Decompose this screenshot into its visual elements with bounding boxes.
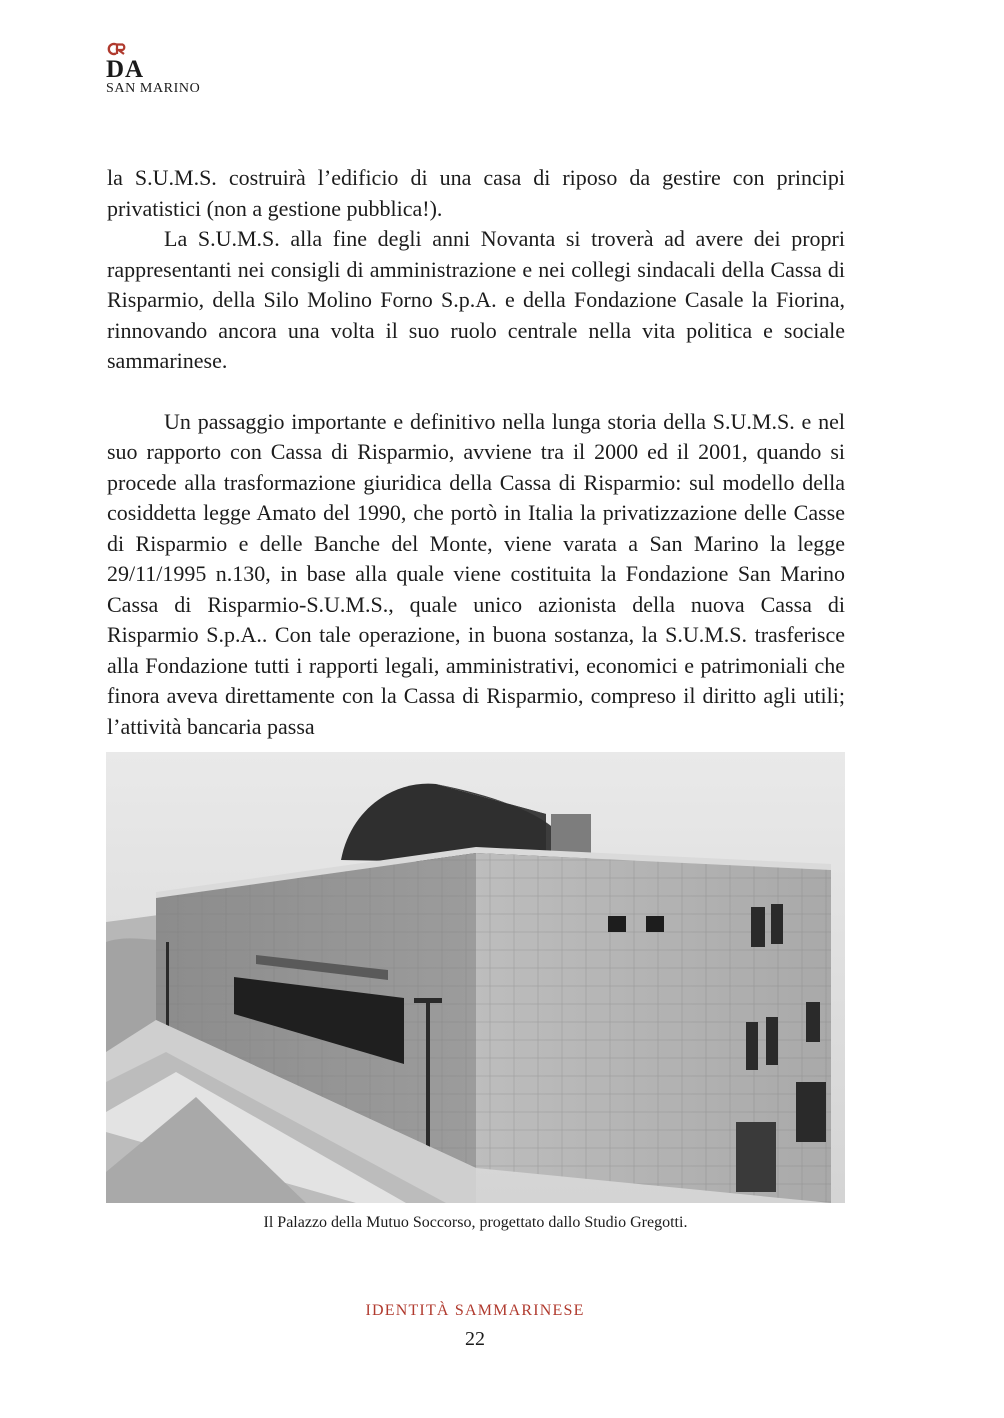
brand-title: DA xyxy=(106,56,145,83)
paragraph: Un passaggio importante e definitivo nella lunga storia della S.U.M.S. e nel suo rapporto con Cassa di Risparmio, avviene tra il 2000 ed il 2001, quando si procede alla trasformazione giuridica della Cassa di Risparmio: sul modello della cosiddetta legge Amato del 1990, che portò in Italia la privatizzazione delle Casse di Risparmio e delle Banche del Monte, viene varata a San Marino la legge 29/11/1995 n.130, in base alla quale viene costituita la Fondazione San Marino Cassa di Risparmio-S.U.M.S., quale unico azionista della nuova Cassa di Risparmio S.p.A.. Con tale operazione, in buona sostanza, la S.U.M.S. trasferisce alla Fondazione tutti i rapporti legali, amministrativi, economici e patrimoniali che finora aveva direttamente con la Cassa di Risparmio, compreso il diritto agli utili; l’attività bancaria passa xyxy=(107,408,845,739)
footer-series-title: IDENTITÀ SAMMARINESE xyxy=(365,1302,585,1319)
cr-monogram-icon xyxy=(106,42,132,56)
paragraph-continued: la S.U.M.S. costruirà l’edificio di una casa di riposo da gestire con principi privatistici (non a gestione pubblica!). xyxy=(107,165,845,221)
page-number: 22 xyxy=(465,1328,485,1350)
body-text xyxy=(107,163,845,742)
paragraph: La S.U.M.S. alla fine degli anni Novanta si troverà ad avere dei propri rappresentanti nei consigli di amministrazione e nei collegi sindacali della Cassa di Risparmio, della Silo Molino Forno S.p.A. e della Fondazione Casale la Fiorina, rinnovando ancora una volta il suo ruolo centrale nella vita politica e sociale sammarinese. xyxy=(107,226,845,373)
figure-caption: Il Palazzo della Mutuo Soccorso, progettato dallo Studio Gregotti. xyxy=(263,1214,688,1231)
building-photo xyxy=(106,752,845,1203)
page-header xyxy=(106,42,200,97)
brand-subtitle: SAN MARINO xyxy=(106,81,201,96)
